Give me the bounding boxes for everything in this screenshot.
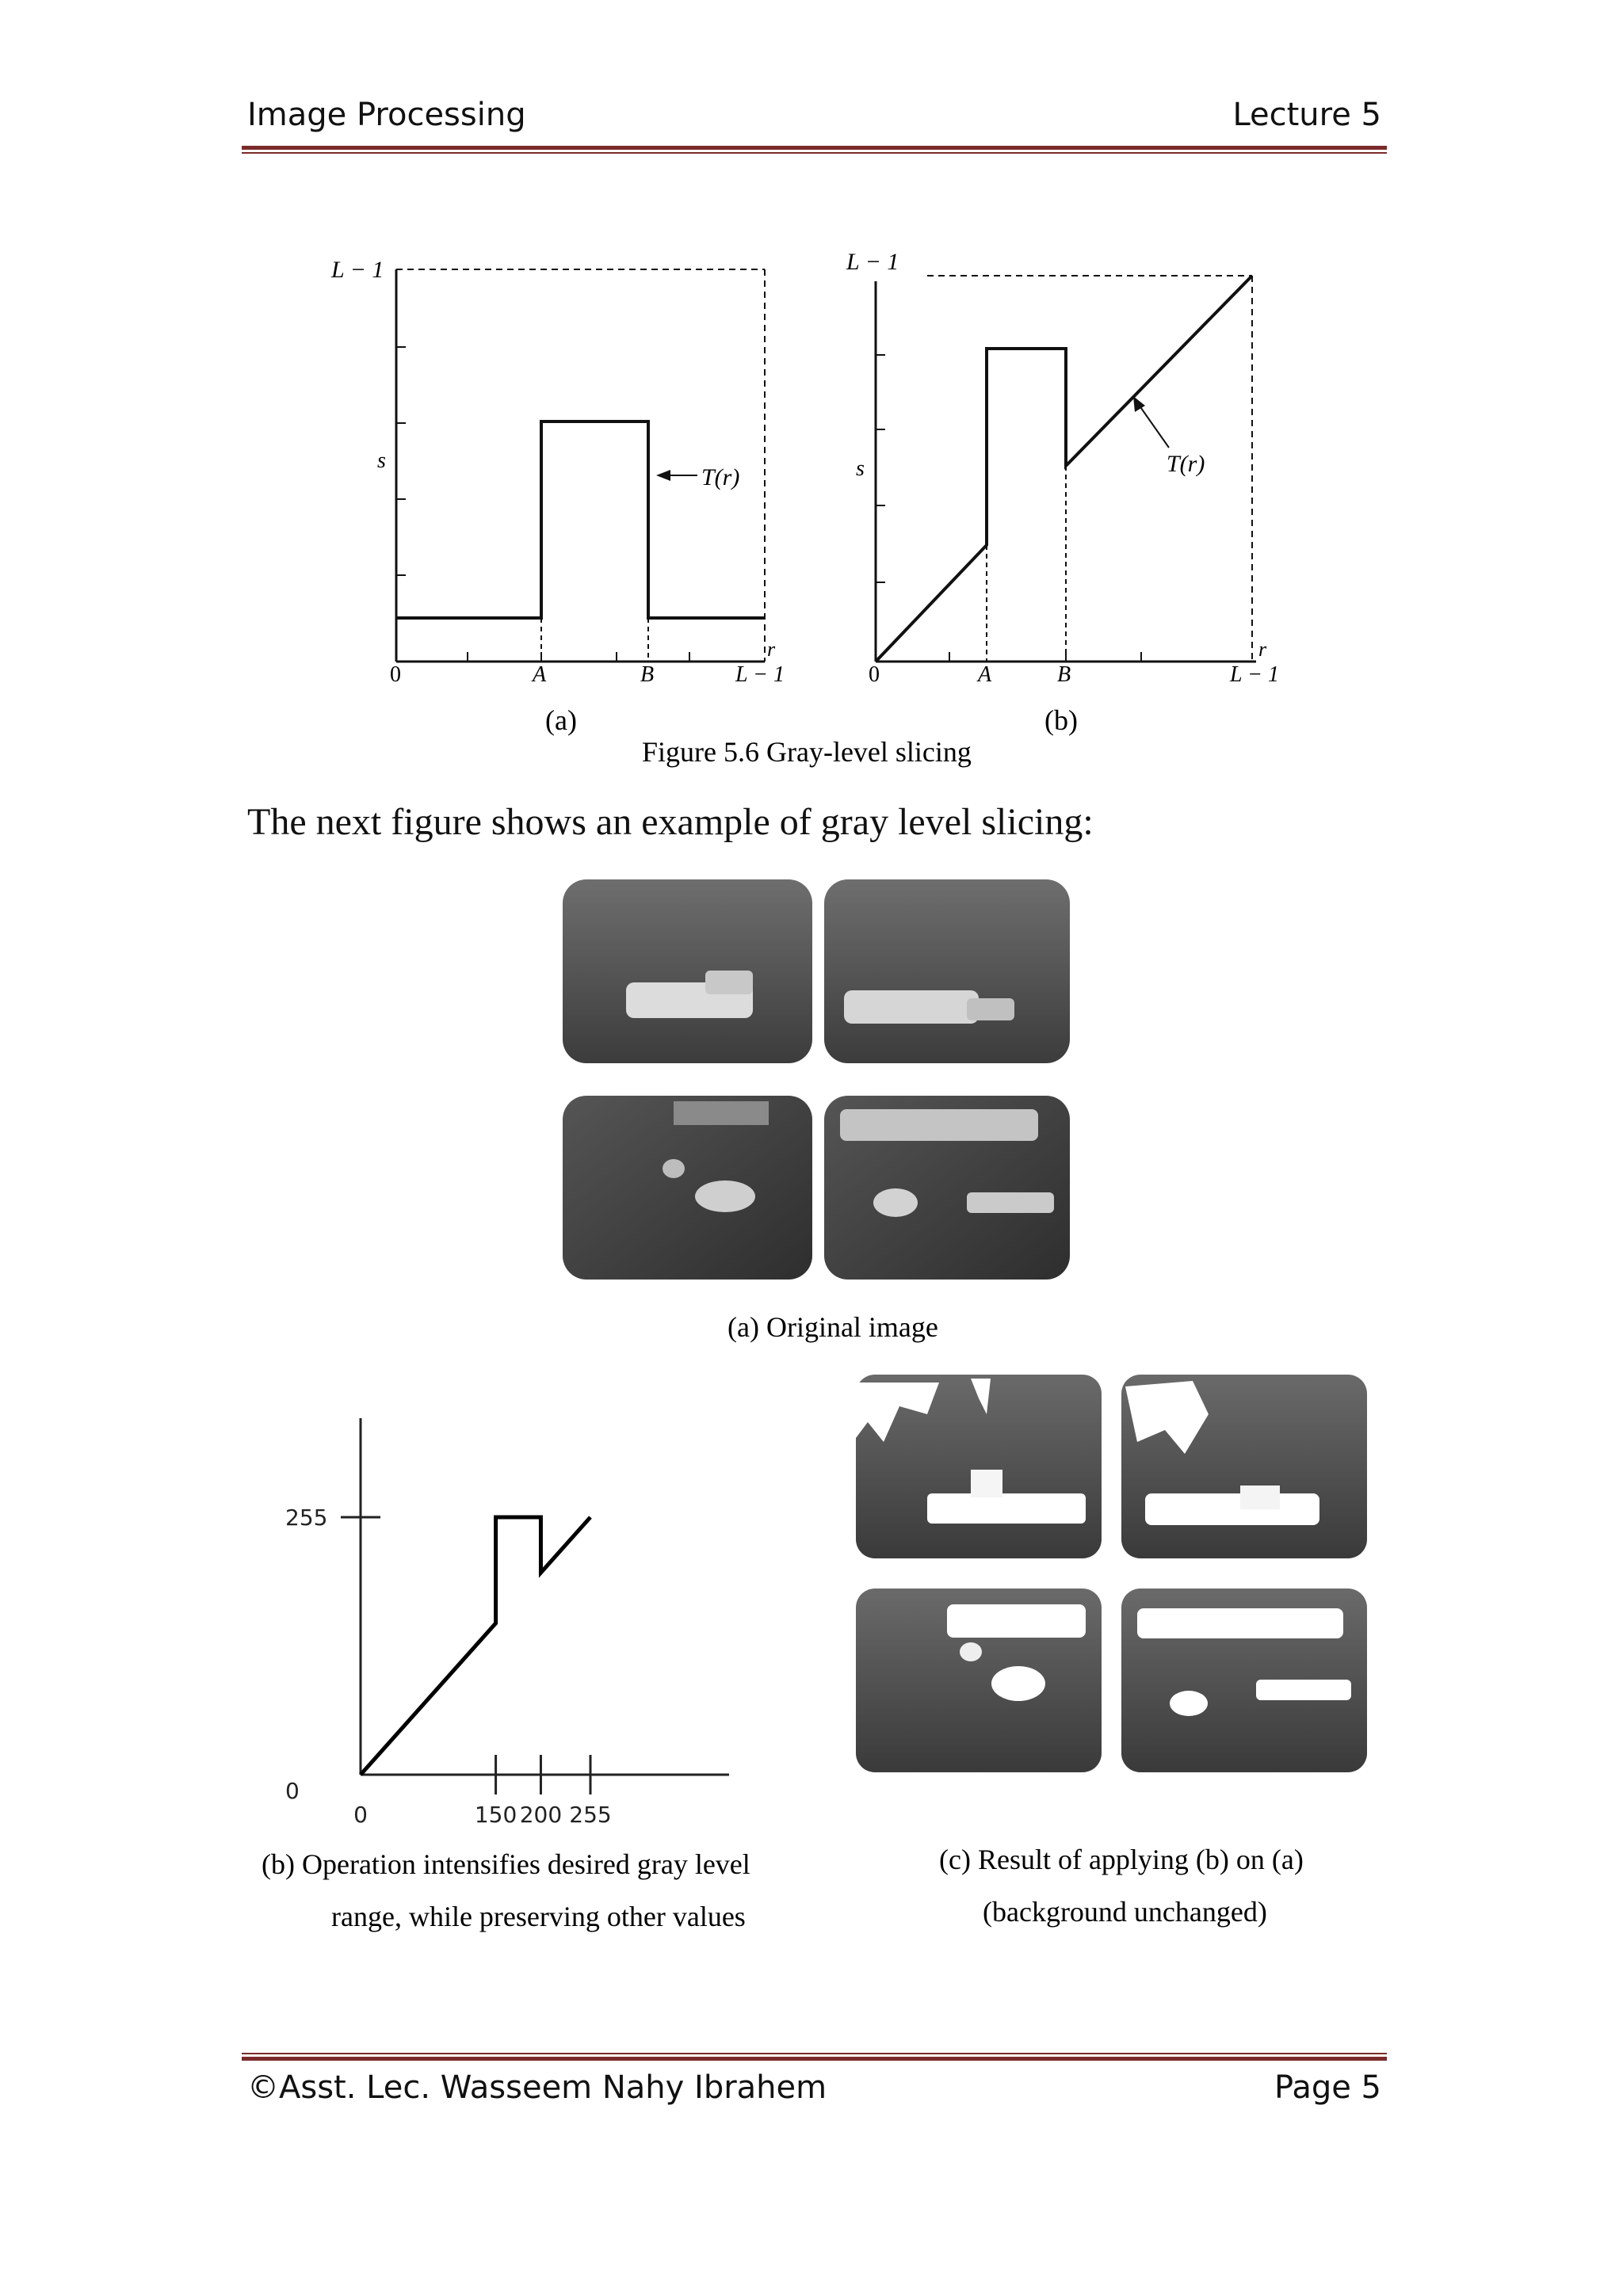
x-tick-label-150: 150 <box>474 1802 517 1828</box>
svg-text:0: 0 <box>390 662 401 687</box>
caption-b-line2: range, while preserving other values <box>331 1901 746 1932</box>
curve-a <box>396 421 765 618</box>
svg-text:r: r <box>1258 638 1267 661</box>
caption-c-line2: (background unchanged) <box>983 1896 1267 1928</box>
figure-5-6-b <box>824 246 1316 689</box>
sub-caption-b: (b) <box>1044 704 1078 736</box>
figure-caption: Figure 5.6 Gray-level slicing <box>642 736 972 768</box>
svg-text:A: A <box>978 662 992 687</box>
result-bottom-left <box>856 1589 1102 1772</box>
curve-label-a: T(r) <box>701 464 740 490</box>
y-tick-label-0: 0 <box>285 1778 300 1804</box>
x-tick-label-200: 200 <box>519 1802 563 1828</box>
svg-text:B: B <box>640 662 655 687</box>
result-xray-images <box>852 1367 1375 1787</box>
y-tick-label-255: 255 <box>285 1505 328 1531</box>
footer-author: ©Asst. Lec. Wasseem Nahy Ibrahem <box>247 2069 827 2106</box>
footer-rule-thick <box>242 2057 1387 2061</box>
result-top-right <box>1121 1375 1367 1558</box>
xray-bottom-right <box>824 1096 1070 1280</box>
footer-rule-thin <box>242 2053 1387 2054</box>
svg-text:s: s <box>377 448 386 473</box>
result-top-left <box>856 1375 1102 1558</box>
sub-caption-a: (a) <box>545 704 577 736</box>
x-tick-label-255: 255 <box>569 1802 612 1828</box>
header-rule-thin <box>242 152 1387 154</box>
x-tick-label-0: 0 <box>353 1802 368 1828</box>
caption-c-line1: (c) Result of applying (b) on (a) <box>939 1844 1304 1875</box>
xray-top-right <box>824 879 1070 1063</box>
svg-text:L − 1: L − 1 <box>846 249 899 275</box>
xray-bottom-left <box>563 1096 812 1280</box>
header-title: Image Processing <box>247 97 526 133</box>
svg-text:r: r <box>767 638 776 661</box>
header-rule-thick <box>242 146 1387 150</box>
series-line <box>361 1517 590 1775</box>
curve-label-b: T(r) <box>1167 451 1205 477</box>
intro-text: The next figure shows an example of gray level slicing: <box>247 801 1094 843</box>
xray-top-left <box>563 879 812 1063</box>
result-bottom-right <box>1121 1589 1367 1772</box>
original-xray-images <box>555 871 1078 1291</box>
svg-text:L − 1: L − 1 <box>1230 662 1279 687</box>
svg-text:B: B <box>1057 662 1071 687</box>
figure-5-6-a <box>317 246 808 689</box>
caption-b-line1: (b) Operation intensifies desired gray level <box>262 1848 750 1880</box>
svg-text:A: A <box>533 662 547 687</box>
svg-text:L − 1: L − 1 <box>331 257 384 283</box>
header-lecture: Lecture 5 <box>1232 97 1381 133</box>
svg-text:0: 0 <box>869 662 880 687</box>
svg-text:L − 1: L − 1 <box>735 662 785 687</box>
original-caption: (a) Original image <box>727 1311 938 1343</box>
transfer-function-chart <box>285 1410 745 1838</box>
svg-text:s: s <box>856 456 865 481</box>
footer-page: Page 5 <box>1274 2069 1381 2106</box>
